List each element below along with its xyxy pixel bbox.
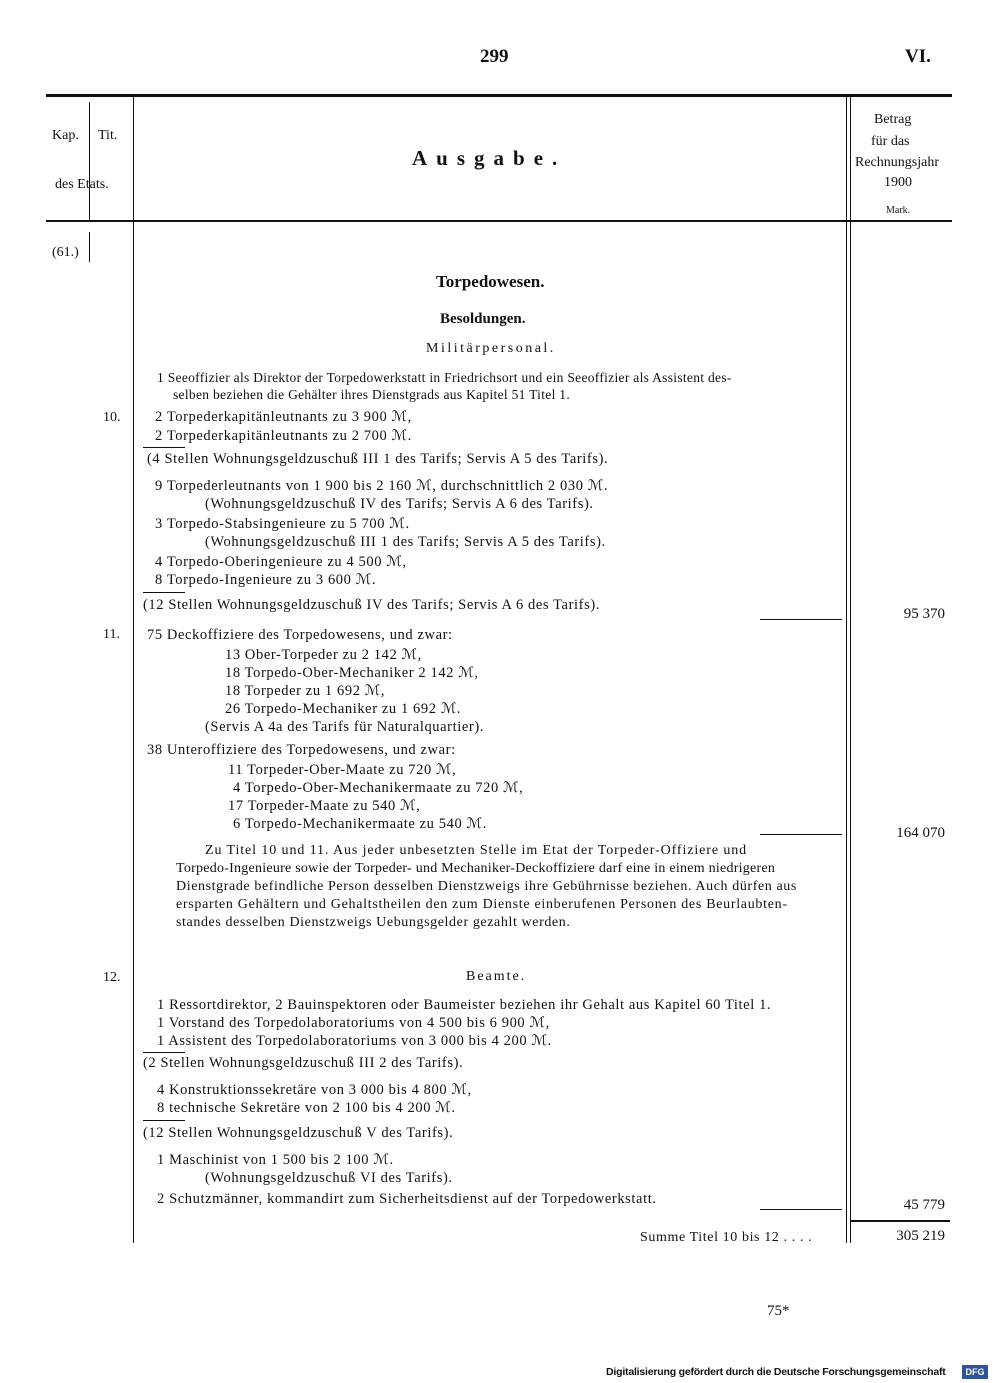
table-top-rule xyxy=(46,94,952,97)
sum-label: Summe Titel 10 bis 12 . . . . xyxy=(640,1230,813,1245)
text-line-maschinist: 1 Maschinist von 1 500 bis 2 100 ℳ. xyxy=(157,1152,394,1168)
text-line-ober-mechaniker: 18 Torpedo-Ober-Mechaniker 2 142 ℳ, xyxy=(225,665,479,681)
heading-militaerpersonal: Militärpersonal. xyxy=(426,341,556,356)
text-line-kapitaenleutnants-1: 2 Torpederkapitänleutnants zu 3 900 ℳ, xyxy=(155,409,412,425)
text-line-schutzmaenner: 2 Schutzmänner, kommandirt zum Sicherheitsdienst auf der Torpedowerkstatt. xyxy=(157,1191,657,1207)
heading-besoldungen: Besoldungen. xyxy=(440,311,526,327)
tit-label: Tit. xyxy=(98,128,118,143)
text-line-mechaniker: 26 Torpedo-Mechaniker zu 1 692 ℳ. xyxy=(225,701,462,717)
bracket-rule xyxy=(143,447,185,448)
text-line-torpeder: 18 Torpeder zu 1 692 ℳ, xyxy=(225,683,386,699)
subtotal-rule xyxy=(760,619,842,620)
text-line-stellen-12: (12 Stellen Wohnungsgeldzuschuß IV des Tarifs; Servis A 6 des Tarifs). xyxy=(143,597,600,613)
fuer-das-label: für das xyxy=(871,134,910,149)
text-line-servis-a4a: (Servis A 4a des Tarifs für Naturalquartier). xyxy=(205,719,484,735)
note-line-2: Torpedo-Ingenieure sowie der Torpeder- und Mechaniker-Deckoffiziere darf eine in einem niedrigeren xyxy=(176,861,776,876)
bracket-rule xyxy=(143,1052,185,1053)
page-number: 299 xyxy=(480,46,509,67)
column-title-ausgabe: Ausgabe. xyxy=(412,146,567,170)
note-line-4: ersparten Gehältern und Gehaltstheilen den zum Dienste einberufenen Personen des Beurlaubten- xyxy=(176,897,788,912)
signature-mark: 75* xyxy=(767,1303,790,1319)
text-line-ingenieure: 8 Torpedo-Ingenieure zu 3 600 ℳ. xyxy=(155,572,377,588)
total-rule xyxy=(850,1220,950,1222)
text-line-seeoffizier-1: 1 Seeoffizier als Direktor der Torpedowerkstatt in Friedrichsort und ein Seeoffizier als Assistent des- xyxy=(157,370,732,385)
text-line-maate: 17 Torpeder-Maate zu 540 ℳ, xyxy=(228,798,421,814)
des-etats-label: des Etats. xyxy=(55,177,109,192)
subtotal-rule xyxy=(760,1209,842,1210)
year-label: 1900 xyxy=(884,175,912,190)
text-line-ressortdirektor: 1 Ressortdirektor, 2 Bauinspektoren oder Baumeister beziehen ihr Gehalt aus Kapitel 60 Titel 1. xyxy=(157,997,772,1013)
text-line-mechanikermaate: 6 Torpedo-Mechanikermaate zu 540 ℳ. xyxy=(233,816,487,832)
bracket-rule xyxy=(143,592,185,593)
amount-column-rule-left xyxy=(846,97,847,1243)
text-line-konstruktionssekretaere: 4 Konstruktionssekretäre von 3 000 bis 4 800 ℳ, xyxy=(157,1082,472,1098)
section-number: VI. xyxy=(905,46,931,67)
text-line-seeoffizier-2: selben beziehen die Gehälter ihres Dienstgrads aus Kapitel 51 Titel 1. xyxy=(173,387,571,402)
subtotal-rule xyxy=(760,834,842,835)
text-line-stellen-2: (2 Stellen Wohnungsgeldzuschuß III 2 des Tarifs). xyxy=(143,1055,464,1071)
text-line-wohnungsgeld-vi: (Wohnungsgeldzuschuß VI des Tarifs). xyxy=(205,1170,453,1186)
text-line-wohnungsgeld-iii: (Wohnungsgeldzuschuß III 1 des Tarifs; Servis A 5 des Tarifs). xyxy=(205,534,606,550)
text-line-mechanikermaate-ober: 4 Torpedo-Ober-Mechanikermaate zu 720 ℳ, xyxy=(233,780,524,796)
note-line-5: standes desselben Dienstzweigs Uebungsgelder gezahlt werden. xyxy=(176,915,571,930)
text-line-ober-maate: 11 Torpeder-Ober-Maate zu 720 ℳ, xyxy=(228,762,457,778)
rechnungsjahr-label: Rechnungsjahr xyxy=(855,155,939,170)
text-line-unteroffiziere: 38 Unteroffiziere des Torpedowesens, und zwar: xyxy=(147,742,456,758)
text-line-vorstand: 1 Vorstand des Torpedolaboratoriums von 4 500 bis 6 900 ℳ, xyxy=(157,1015,550,1031)
amount-column-rule-right xyxy=(850,97,851,1243)
amount-titel-11: 164 070 xyxy=(896,825,945,841)
text-line-assistent: 1 Assistent des Torpedolaboratoriums von 3 000 bis 4 200 ℳ. xyxy=(157,1033,552,1049)
text-line-stabsingenieure: 3 Torpedo-Stabsingenieure zu 5 700 ℳ. xyxy=(155,516,410,532)
kapitel-number: (61.) xyxy=(52,245,79,260)
text-line-kapitaenleutnants-2: 2 Torpederkapitänleutnants zu 2 700 ℳ. xyxy=(155,428,412,444)
header-bottom-rule xyxy=(46,220,952,222)
mark-label: Mark. xyxy=(886,205,911,216)
text-line-stellen-12-v: (12 Stellen Wohnungsgeldzuschuß V des Tarifs). xyxy=(143,1125,454,1141)
amount-titel-12: 45 779 xyxy=(903,1197,945,1213)
text-line-stellen-4: (4 Stellen Wohnungsgeldzuschuß III 1 des Tarifs; Servis A 5 des Tarifs). xyxy=(147,451,609,467)
kap-tit-divider-body xyxy=(89,232,90,262)
dfg-credit: Digitalisierung gefördert durch die Deutsche Forschungsgemeinschaft xyxy=(606,1366,946,1378)
titel-12-number: 12. xyxy=(103,970,121,985)
bracket-rule xyxy=(143,1120,185,1121)
text-line-deckoffiziere: 75 Deckoffiziere des Torpedowesens, und zwar: xyxy=(147,627,453,643)
note-line-1: Zu Titel 10 und 11. Aus jeder unbesetzten Stelle im Etat der Torpeder-Offiziere und xyxy=(205,843,748,858)
text-line-wohnungsgeld-iv: (Wohnungsgeldzuschuß IV des Tarifs; Servis A 6 des Tarifs). xyxy=(205,496,594,512)
kap-label: Kap. xyxy=(52,128,79,143)
titel-10-number: 10. xyxy=(103,410,121,425)
betrag-label: Betrag xyxy=(874,112,912,127)
amount-total: 305 219 xyxy=(896,1228,945,1244)
titel-11-number: 11. xyxy=(103,627,120,642)
text-line-torpederleutnants: 9 Torpederleutnants von 1 900 bis 2 160 ℳ, durchschnittlich 2 030 ℳ. xyxy=(155,478,609,494)
heading-beamte: Beamte. xyxy=(466,969,527,984)
heading-torpedowesen: Torpedowesen. xyxy=(436,272,545,291)
text-line-technische-sekretaere: 8 technische Sekretäre von 2 100 bis 4 200 ℳ. xyxy=(157,1100,456,1116)
text-line-ober-torpeder: 13 Ober-Torpeder zu 2 142 ℳ, xyxy=(225,647,422,663)
tit-column-rule xyxy=(133,97,134,1243)
note-line-3: Dienstgrade befindliche Person desselben Dienstzweigs ihre Gebührnisse beziehen. Auch dürfen aus xyxy=(176,879,797,894)
text-line-oberingenieure: 4 Torpedo-Oberingenieure zu 4 500 ℳ, xyxy=(155,554,407,570)
amount-titel-10: 95 370 xyxy=(903,606,945,622)
dfg-logo: DFG xyxy=(962,1365,988,1379)
kap-tit-divider-header xyxy=(89,102,90,220)
